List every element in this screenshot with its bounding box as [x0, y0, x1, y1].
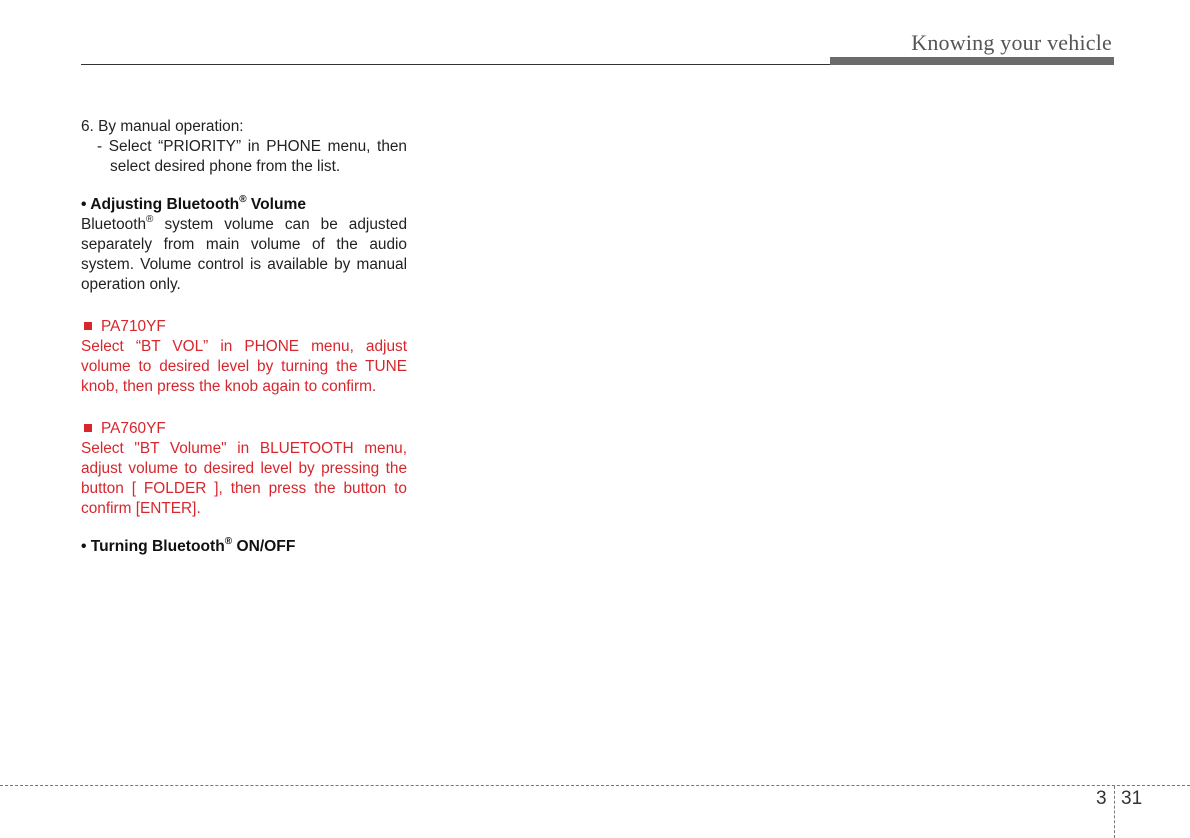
- step-6-heading: 6. By manual operation:: [81, 118, 244, 135]
- square-bullet-icon: [84, 424, 92, 432]
- onoff-heading: • Turning Bluetooth® ON/OFF: [81, 535, 296, 555]
- page-number: 31: [1121, 788, 1143, 809]
- section-title: Knowing your vehicle: [911, 30, 1112, 55]
- registered-mark: ®: [239, 193, 247, 205]
- registered-mark: ®: [146, 213, 154, 225]
- volume-body: Bluetooth® system volume can be adjusted separately from main volume of the audio system. Volume control is available by manual operation only.: [81, 213, 407, 293]
- pa710-label: PA710YF: [81, 317, 407, 337]
- section-number: 3: [1096, 788, 1107, 809]
- square-bullet-icon: [84, 322, 92, 330]
- pa760-label: PA760YF: [81, 419, 407, 439]
- header-bar: [830, 57, 1114, 65]
- registered-mark: ®: [224, 535, 233, 547]
- volume-heading: • Adjusting Bluetooth® Volume: [81, 193, 307, 213]
- step-6-detail: - Select “PRIORITY” in PHONE menu, then select desired phone from the list.: [97, 138, 407, 175]
- pa760-body: Select "BT Volume" in BLUETOOTH menu, adjust volume to desired level by pressing the button [ FOLDER ], then press the button to confirm [ENTER].: [81, 440, 407, 517]
- text-column: [81, 117, 407, 557]
- header-rule: [81, 64, 831, 65]
- footer-dashed-divider: [1114, 786, 1115, 838]
- pa710-body: Select “BT VOL” in PHONE menu, adjust volume to desired level by turning the TUNE knob, then press the knob again to confirm.: [81, 338, 407, 395]
- footer-dashed-rule: [0, 785, 1190, 786]
